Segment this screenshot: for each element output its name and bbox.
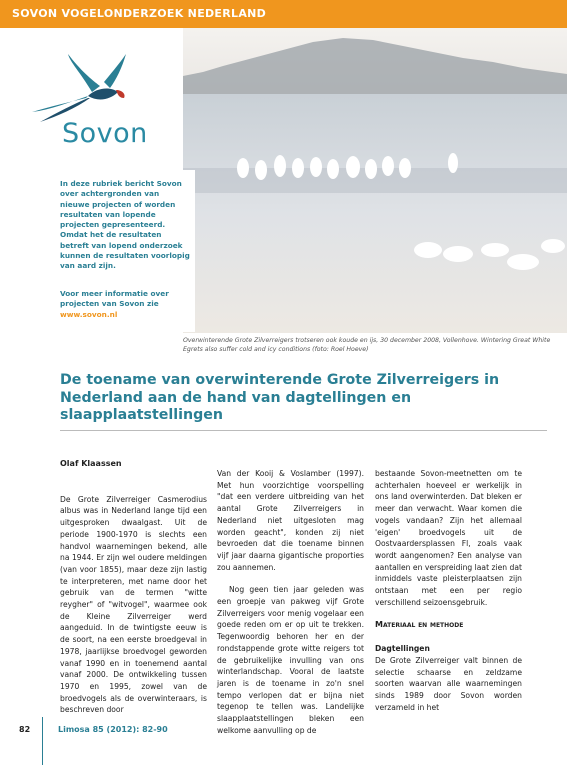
- subsection-heading: Dagtellingen: [375, 644, 430, 654]
- column-1: [60, 458, 207, 727]
- footer-divider: [42, 717, 43, 765]
- article-title: De toename van overwinterende Grote Zilverreigers in Nederland aan de hand van dagtellingen en slaapplaatstellingen: [60, 372, 500, 423]
- header-banner: [0, 0, 567, 28]
- paragraph: De Grote Zilverreiger Casmerodius albus was in Nederland lange tijd een uitgesproken dwaalgast. Uit de periode 1900-1970 is slechts een handvol waarnemingen bekend, alle na 1944. Er zijn wel oudere meldingen (van voor 1855), maar deze zijn lastig te interpreteren, met name door het gebruik van de termen "witte reygher" of "witvogel", waarmee ook de Kleine Zilverreiger werd aangeduid. In de twintigste eeuw is de soort, na een eerste broedgeval in 1978, jaarlijkse broedvogel geworden vanaf 1990 en in toenemend aantal vanaf 2000. De ontwikkeling tussen 1970 en 1995, zowel van de broedvogels als de overwinteraars, is beschreven door: [60, 494, 207, 715]
- egrets-photo: [183, 28, 567, 333]
- journal-reference: Limosa 85 (2012): 82-90: [58, 725, 168, 734]
- page-number: 82: [19, 725, 31, 734]
- column-2: [217, 468, 364, 747]
- author-name: Olaf Klaassen: [60, 459, 122, 468]
- more-info-text: Voor meer informatie over projecten van Sovon zie: [60, 289, 169, 309]
- more-info: [60, 289, 190, 320]
- paragraph: Van der Kooij & Voslamber (1997). Met hun voorzichtige voorspelling "dat een verdere uitbreiding van het aantal Grote Zilverreigers in Nederland niet uitgesloten mag worden geacht", konden zij niet bevroeden dat die toename binnen vijf jaar daarna gigantische proporties zou aannemen.: [217, 469, 364, 572]
- title-divider: [60, 430, 547, 431]
- banner-title: SOVON VOGELONDERZOEK NEDERLAND: [12, 7, 267, 20]
- column-3: [375, 468, 522, 724]
- section-heading: Materiaal en methode: [375, 620, 464, 630]
- sovon-link[interactable]: www.sovon.nl: [60, 309, 118, 319]
- paragraph: bestaande Sovon-meetnetten om te achterhalen hoeveel er werkelijk in ons land overwinterden. Dat bleken er meer dan verwacht. Waar komen die vogels vandaan? Zijn het allemaal 'eigen' broedvogels uit de Oostvaardersplassen Fl, zoals vaak wordt aangenomen? Een analyse van aantallen en verspreiding laat zien dat inmiddels vaste pleisterplaatsen zijn ontstaan met een per regio verschillend seizoensgebruik.: [375, 469, 522, 607]
- paragraph: Nog geen tien jaar geleden was een groepje van pakweg vijf Grote Zilverreigers voor menig vogelaar een goede reden om er op uit te trekken. Tegenwoordig behoren her en der rondstappende grote witte reigers tot de gebruikelijke invulling van ons winterlandschap. Vooral de laatste jaren is de toename in zo'n snel tempo verlopen dat er bijna niet tegenop te tellen was. Landelijke slaapplaatstellingen bleken een welkome aanvulling op de: [217, 585, 364, 735]
- sovon-wordmark: Sovon: [62, 118, 148, 149]
- rubric-intro: In deze rubriek bericht Sovon over achtergronden van nieuwe projecten of worden resultaten van lopende projecten gepresenteerd. Omdat het de resultaten betreft van lopend onderzoek kunnen de resultaten voorlopig van aard zijn.: [60, 179, 190, 271]
- paragraph: De Grote Zilverreiger valt binnen de selectie schaarse en zeldzame soorten waarvan alle waarnemingen sinds 1989 door Sovon worden verzameld in het: [375, 655, 522, 712]
- photo-caption: Overwinterende Grote Zilverreigers trotseren ook koude en ijs, 30 december 2008, Vollenhove. Wintering Great White Egrets also suffer cold and icy conditions (foto: Roel Hoeve): [183, 337, 551, 353]
